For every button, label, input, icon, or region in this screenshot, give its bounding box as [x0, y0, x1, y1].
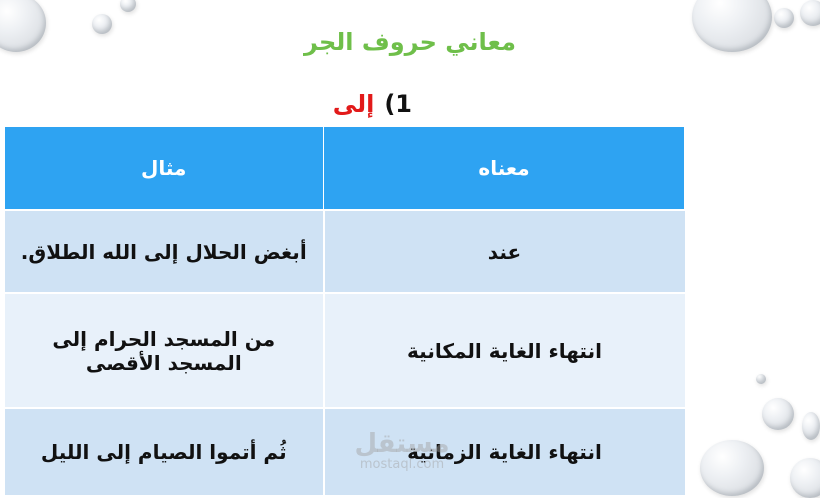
item-heading [333, 90, 412, 118]
meaning-cell: عند [324, 210, 685, 293]
table-row [4, 408, 685, 495]
water-drop-decoration [800, 0, 820, 26]
watermark-text: مستقل [354, 429, 450, 459]
example-cell: ثُم أتموا الصيام إلى الليل [4, 408, 324, 495]
header-example: مثال [4, 127, 324, 210]
water-drop-decoration [762, 398, 794, 430]
example-cell: من المسجد الحرام إلى المسجد الأقصى [4, 293, 324, 408]
meanings-table [3, 127, 685, 495]
watermark [352, 430, 452, 472]
water-drop-decoration [120, 0, 136, 12]
item-number: 1) [384, 90, 412, 118]
water-drop-decoration [700, 440, 764, 496]
table-row [4, 210, 685, 293]
slide-title: معاني حروف الجر [304, 28, 516, 56]
meaning-cell: انتهاء الغاية الزمانية [324, 408, 685, 495]
example-cell: أبغض الحلال إلى الله الطلاق. [4, 210, 324, 293]
table-row [4, 293, 685, 408]
water-drop-decoration [756, 374, 766, 384]
watermark-url: mostaql.com [359, 457, 445, 472]
meaning-cell: انتهاء الغاية المكانية [324, 293, 685, 408]
water-drop-decoration [802, 412, 820, 440]
water-drop-decoration [790, 458, 820, 498]
table-header-row [4, 127, 685, 210]
header-meaning: معناه [324, 127, 685, 210]
item-word: إلى [332, 90, 375, 118]
water-drop-decoration [774, 8, 794, 28]
